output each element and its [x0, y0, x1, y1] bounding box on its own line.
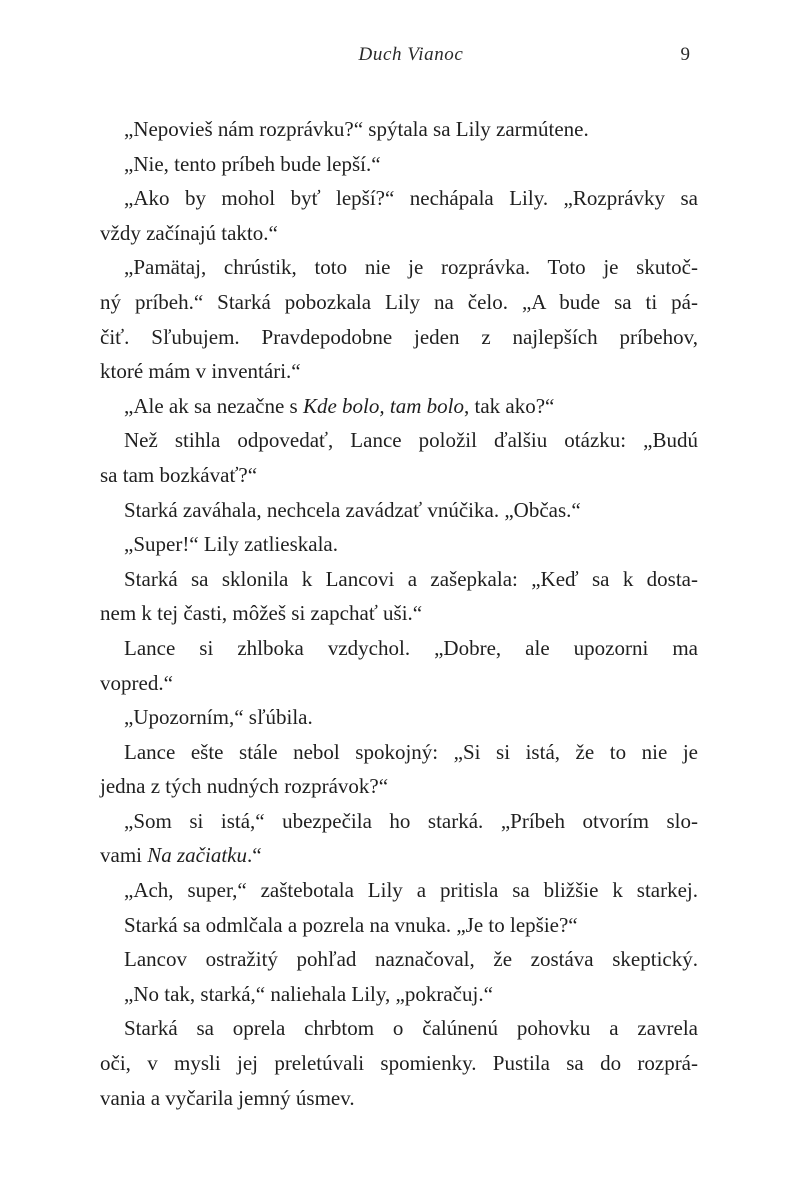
text-line: Starká sa odmlčala a pozrela na vnuka. „Je to lepšie?“ — [124, 912, 578, 937]
text-line: Lancov ostražitý pohľad naznačoval, že zostáva skeptický. — [124, 947, 698, 972]
text-line: Starká sa oprela chrbtom o čalúnenú pohovku a zavrela — [124, 1016, 698, 1041]
text-line: vania a vyčarila jemný úsmev. — [100, 1085, 355, 1110]
text-line: „Nie, tento príbeh bude lepší.“ — [124, 151, 381, 176]
italic-phrase: Na začiatku — [147, 843, 247, 868]
text-line: čiť. Sľubujem. Pravdepodobne jeden z najlepších príbehov, — [100, 324, 698, 349]
italic-phrase: Kde bolo, tam bolo — [302, 393, 464, 418]
body-text — [100, 112, 698, 1115]
text-line: Než stihla odpovedať, Lance položil ďalšiu otázku: „Budú — [124, 428, 698, 453]
text-segment: , tak ako?“ — [463, 393, 555, 418]
text-line: sa tam bozkávať?“ — [100, 462, 258, 487]
text-line: „Pamätaj, chrústik, toto nie je rozprávka. Toto je skutoč- — [124, 255, 698, 280]
text-line: „Som si istá,“ ubezpečila ho starká. „Príbeh otvorím slo- — [124, 808, 698, 833]
text-segment: vami — [100, 843, 148, 868]
text-line: „Nepovieš nám rozprávku?“ spýtala sa Lily zarmútene. — [124, 117, 589, 141]
text-line: oči, v mysli jej preletúvali spomienky. Pustila sa do rozprá- — [100, 1051, 698, 1076]
text-line: vopred.“ — [100, 670, 173, 695]
page-number: 9 — [680, 44, 690, 65]
text-line: „Upozorním,“ sľúbila. — [124, 705, 313, 730]
text-line: Lance si zhlboka vzdychol. „Dobre, ale upozorni ma — [124, 635, 698, 660]
text-line: „Ako by mohol byť lepší?“ nechápala Lily. „Rozprávky sa — [124, 186, 698, 211]
text-line — [124, 389, 698, 424]
running-head — [124, 44, 698, 74]
text-line: ktoré mám v inventári.“ — [100, 359, 301, 384]
text-line: nem k tej časti, môžeš si zapchať uši.“ — [100, 601, 423, 626]
text-line — [100, 838, 698, 873]
text-line: Starká sa sklonila k Lancovi a zašepkala: „Keď sa k dosta- — [124, 566, 698, 591]
text-line: ný príbeh.“ Starká pobozkala Lily na čelo. „A bude sa ti pá- — [100, 289, 698, 314]
text-line: „Super!“ Lily zatlieskala. — [124, 532, 338, 557]
text-segment: „Ale ak sa nezačne s — [124, 393, 303, 418]
text-line: „No tak, starká,“ naliehala Lily, „pokračuj.“ — [124, 981, 493, 1006]
text-line: vždy začínajú takto.“ — [100, 220, 278, 245]
text-line: „Ach, super,“ zaštebotala Lily a pritisla sa bližšie k starkej. — [124, 878, 698, 903]
running-title: Duch Vianoc — [358, 44, 464, 65]
text-line: Starká zaváhala, nechcela zavádzať vnúčika. „Občas.“ — [124, 497, 581, 522]
text-segment: .“ — [247, 843, 262, 868]
text-line: Lance ešte stále nebol spokojný: „Si si istá, že to nie je — [124, 739, 698, 764]
text-line: jedna z tých nudných rozprávok?“ — [100, 774, 389, 799]
